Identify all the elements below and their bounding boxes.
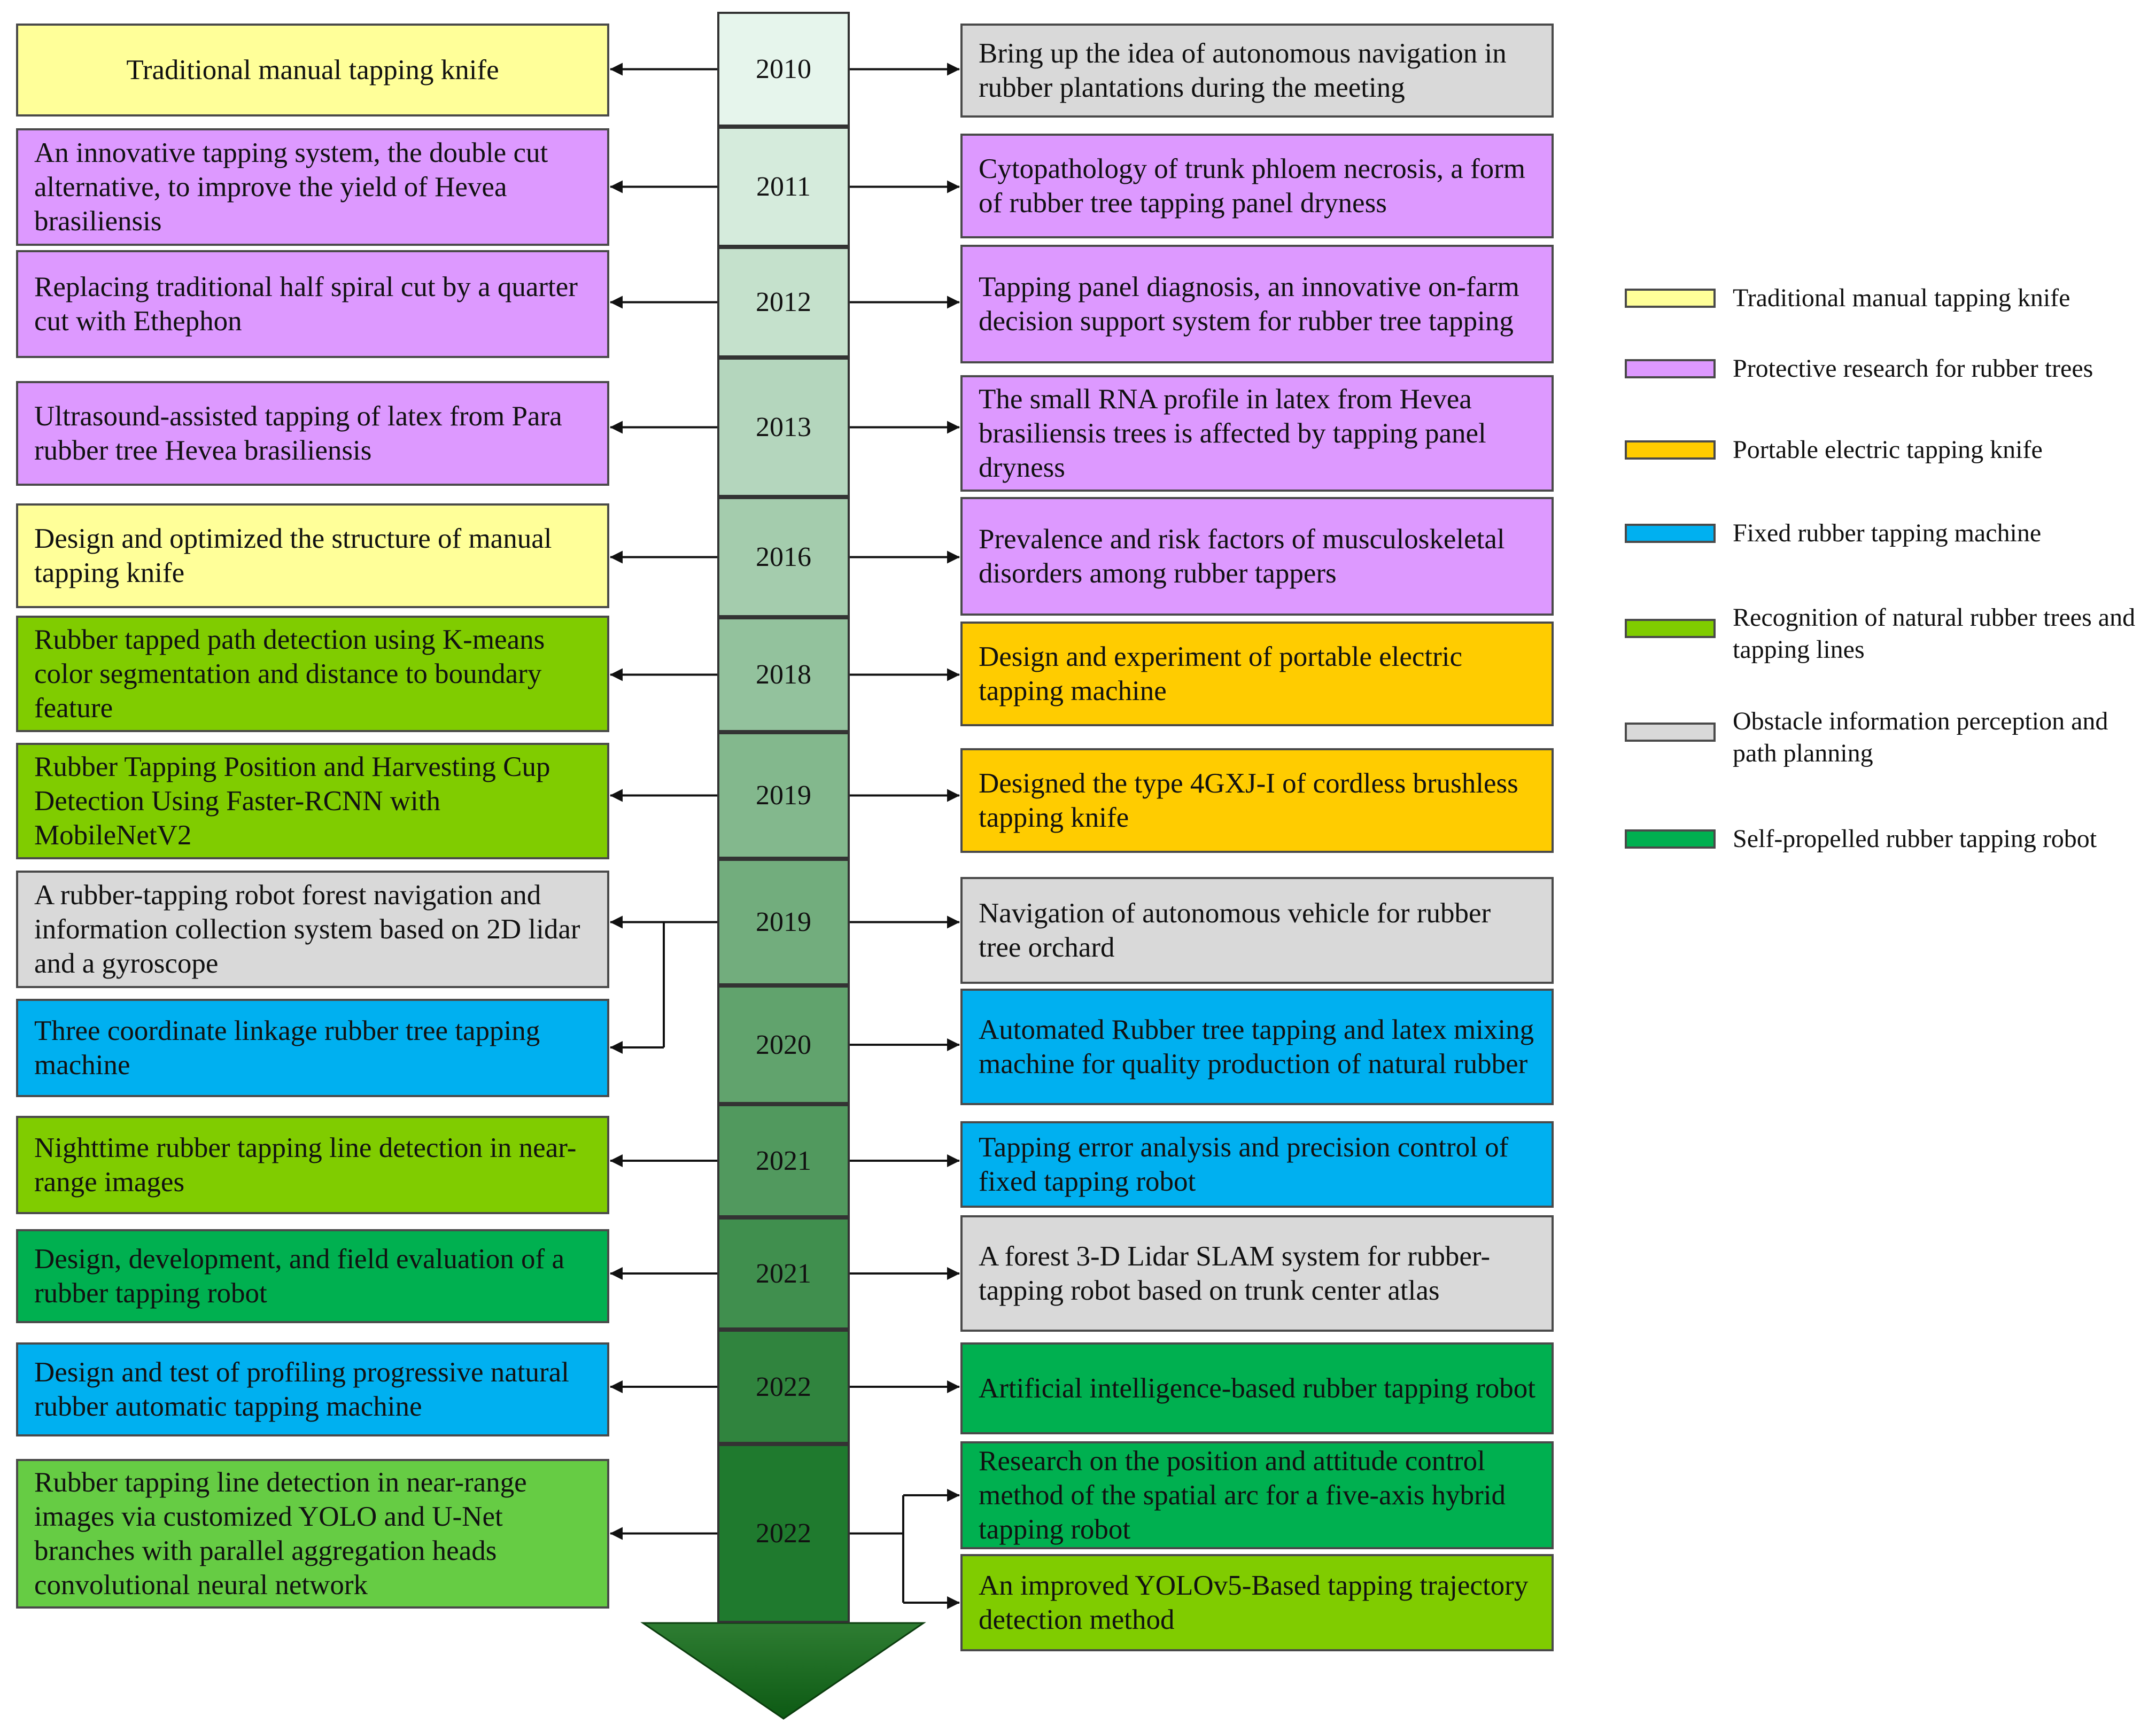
right-event-text: Designed the type 4GXJ-I of cordless brushless tapping knife [979,768,1518,833]
left-event-text: An innovative tapping system, the double cut alternative, to improve the yield of Hevea brasiliensis [34,137,548,237]
right-event-text: Automated Rubber tree tapping and latex mixing machine for quality production of natural rubber [979,1014,1534,1079]
left-event-text: Rubber Tapping Position and Harvesting Cup Detection Using Faster-RCNN with MobileNetV2 [34,751,550,851]
right-event-box [960,134,1554,238]
right-event-text: Design and experiment of portable electric tapping machine [979,641,1463,706]
right-event-box [960,1554,1554,1651]
left-event-text: Rubber tapped path detection using K-means color segmentation and distance to boundary feature [34,624,545,724]
timeline-year-label: 2011 [756,172,811,202]
timeline-year-block [717,497,850,617]
left-event-box [16,503,609,608]
legend-item [1625,705,2156,775]
left-event-text: Design, development, and field evaluation of a rubber tapping robot [34,1244,564,1309]
timeline-year-label: 2010 [756,54,811,84]
timeline-year-block [717,1104,850,1217]
right-event-box [960,989,1554,1105]
timeline-year-block [717,732,850,859]
right-event-text: The small RNA profile in latex from Hevea brasiliensis trees is affected by tapping panel dryness [979,384,1486,483]
left-event-text: Rubber tapping line detection in near-range images via customized YOLO and U-Net branches with parallel aggregation heads convolutional neural network [34,1467,527,1601]
left-event-box [16,999,609,1097]
timeline-year-block [717,1330,850,1444]
left-event-box [16,24,609,116]
right-event-text: Research on the position and attitude control method of the spatial arc for a five-axis hybrid tapping robot [979,1446,1506,1545]
timeline-year-block [717,1444,850,1623]
right-event-box [960,1215,1554,1332]
right-event-box [960,748,1554,853]
left-event-text: Three coordinate linkage rubber tree tapping machine [34,1015,540,1081]
timeline-year-label: 2018 [756,659,811,690]
legend-swatch [1625,440,1716,460]
legend-swatch [1625,289,1716,308]
timeline-year-label: 2016 [756,542,811,572]
timeline-year-block [717,127,850,247]
legend-item [1625,282,2156,352]
right-event-text: An improved YOLOv5-Based tapping trajectory detection method [979,1570,1529,1635]
legend-swatch [1625,359,1716,378]
timeline-year-block [717,358,850,497]
right-event-box [960,877,1554,984]
timeline-year-label: 2020 [756,1029,811,1060]
right-event-text: Cytopathology of trunk phloem necrosis, a form of rubber tree tapping panel dryness [979,153,1526,219]
right-event-text: Tapping error analysis and precision control of fixed tapping robot [979,1132,1509,1197]
timeline-year-label: 2019 [756,907,811,937]
timeline-year-block [717,985,850,1104]
timeline-year-block [717,1217,850,1330]
right-event-box [960,1342,1554,1434]
legend-label: Traditional manual tapping knife [1733,284,2070,312]
right-event-text: Navigation of autonomous vehicle for rubber tree orchard [979,898,1491,963]
timeline-year-label: 2013 [756,412,811,442]
right-event-box [960,622,1554,726]
right-event-text: Tapping panel diagnosis, an innovative on-farm decision support system for rubber tree tapping [979,271,1519,337]
left-event-box [16,616,609,732]
left-event-text: Traditional manual tapping knife [126,55,499,86]
right-event-text: Prevalence and risk factors of musculoskeletal disorders among rubber tappers [979,524,1505,589]
left-event-box [16,1229,609,1323]
legend-label: Obstacle information perception and path planning [1733,707,2108,767]
legend-label: Recognition of natural rubber trees and tapping lines [1733,603,2136,664]
right-event-box [960,1441,1554,1549]
left-event-text: Ultrasound-assisted tapping of latex from Para rubber tree Hevea brasiliensis [34,401,562,466]
right-event-box [960,245,1554,363]
timeline-year-block [717,247,850,358]
legend-item [1625,823,2156,892]
timeline-year-label: 2021 [756,1258,811,1289]
timeline-year-label: 2021 [756,1145,811,1176]
legend-label: Portable electric tapping knife [1733,436,2043,464]
timeline-year-block [717,617,850,732]
left-event-text: Replacing traditional half spiral cut by a quarter cut with Ethephon [34,271,578,337]
left-event-box [16,1116,609,1214]
left-event-box [16,128,609,246]
timeline-down-arrow [643,1623,924,1719]
timeline-year-label: 2022 [756,1371,811,1402]
left-event-box [16,871,609,988]
right-event-box [960,1121,1554,1208]
left-event-text: Nighttime rubber tapping line detection in near-range images [34,1132,577,1198]
legend-item [1625,602,2156,671]
legend-swatch [1625,723,1716,742]
right-event-box [960,375,1554,492]
legend-swatch [1625,524,1716,543]
legend-item [1625,434,2156,503]
timeline-year-label: 2022 [756,1518,811,1549]
legend-item [1625,517,2156,587]
legend-swatch [1625,829,1716,849]
legend-item [1625,353,2156,422]
left-event-box [16,1342,609,1436]
right-event-text: A forest 3-D Lidar SLAM system for rubber-tapping robot based on trunk center atlas [979,1241,1491,1306]
legend-label: Protective research for rubber trees [1733,354,2093,383]
left-event-box [16,381,609,486]
timeline-year-label: 2012 [756,287,811,317]
legend-swatch [1625,619,1716,638]
left-event-box [16,1459,609,1609]
timeline-year-label: 2019 [756,780,811,811]
left-event-text: Design and optimized the structure of manual tapping knife [34,523,552,588]
left-event-text: Design and test of profiling progressive natural rubber automatic tapping machine [34,1357,569,1422]
left-event-text: A rubber-tapping robot forest navigation and information collection system based on 2D lidar and a gyroscope [34,880,580,979]
legend-label: Fixed rubber tapping machine [1733,519,2042,547]
right-event-text: Artificial intelligence-based rubber tapping robot [979,1373,1535,1404]
timeline-year-block [717,859,850,985]
legend-label: Self-propelled rubber tapping robot [1733,825,2097,853]
timeline-year-block [717,12,850,127]
left-event-box [16,743,609,859]
left-event-box [16,250,609,358]
right-event-text: Bring up the idea of autonomous navigation in rubber plantations during the meeting [979,38,1507,103]
right-event-box [960,497,1554,616]
right-event-box [960,24,1554,118]
